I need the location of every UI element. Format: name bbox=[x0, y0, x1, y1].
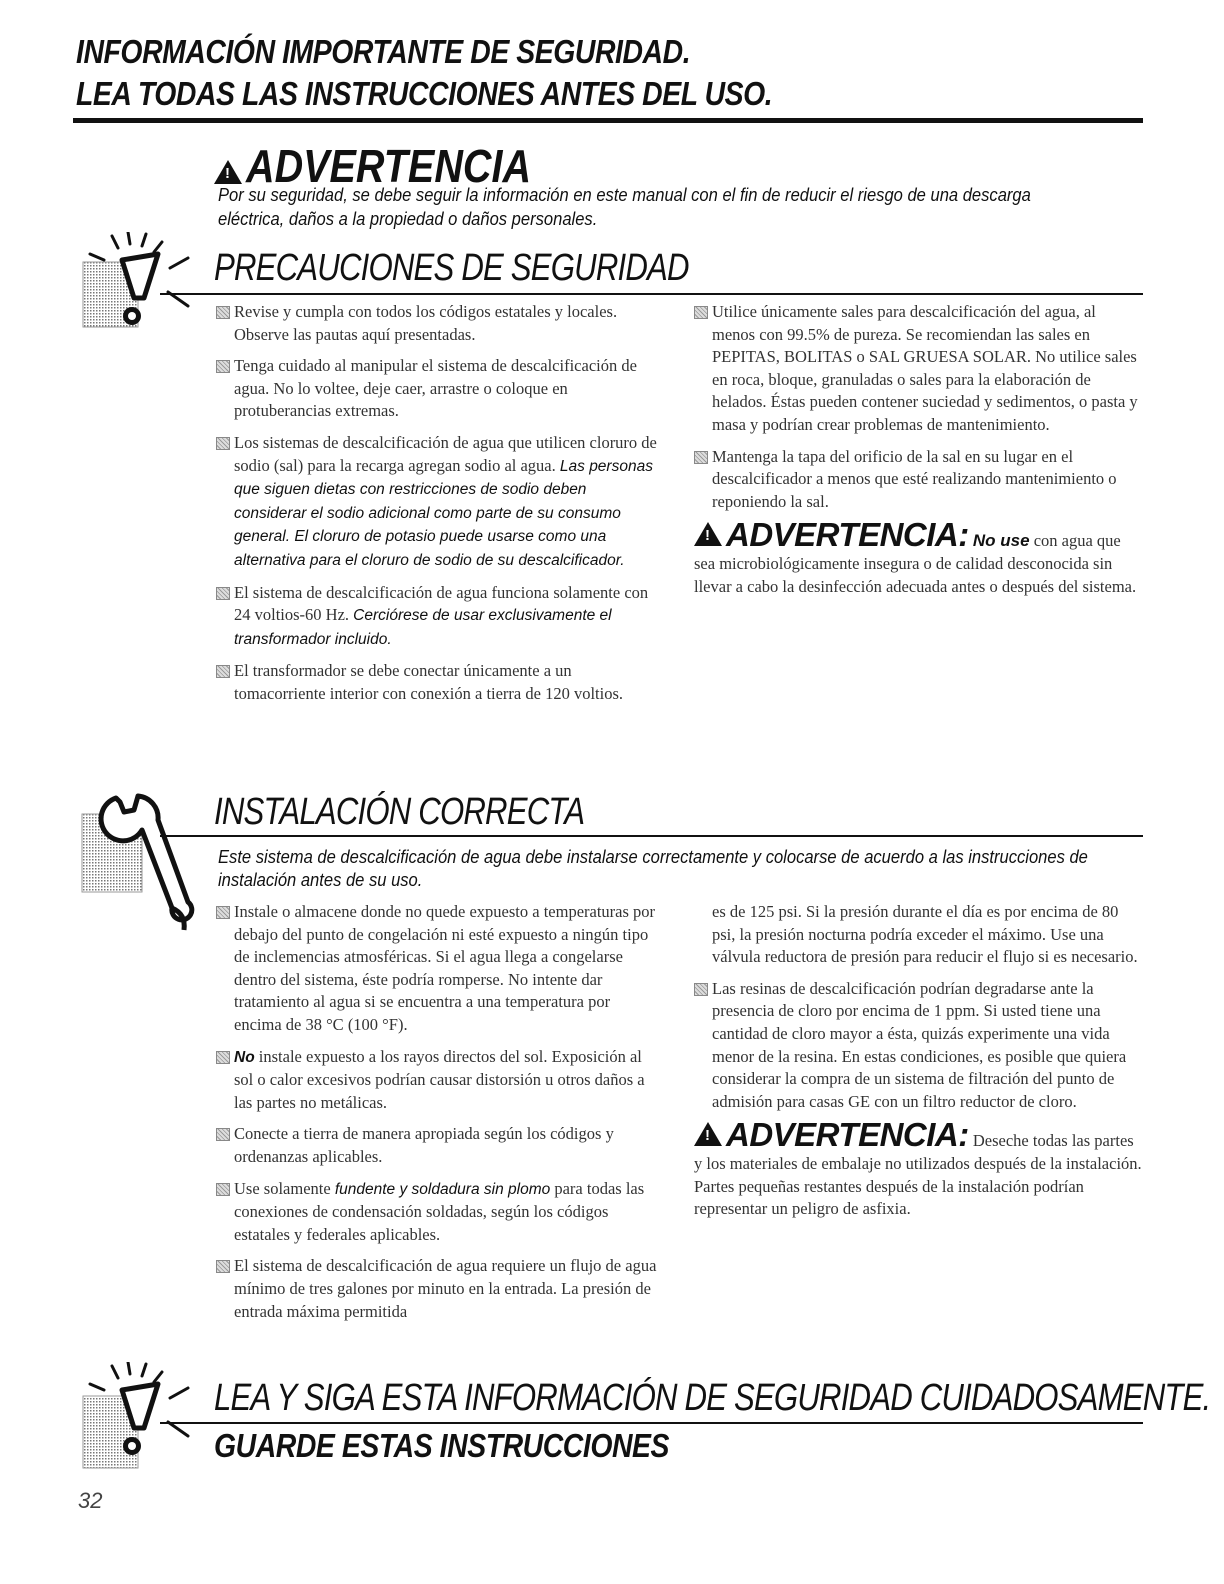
warning-text: con agua que sea microbiológicamente insegura o de calidad desconocida sin llevar a cabo la desinfección adecuada antes o después del sistema. bbox=[694, 531, 1137, 596]
bullet-icon bbox=[216, 587, 230, 600]
installation-title: INSTALACIÓN CORRECTA bbox=[214, 791, 585, 833]
list-item: Tenga cuidado al manipular el sistema de descalcificación de agua. No lo voltee, deje caer, arrastre o coloque en protuberancias extremas. bbox=[216, 355, 661, 423]
footer-read-follow: LEA Y SIGA ESTA INFORMACIÓN DE SEGURIDAD CUIDADOSAMENTE. bbox=[214, 1377, 1211, 1419]
installation-rule bbox=[160, 835, 1143, 837]
precautions-right-column bbox=[694, 301, 1139, 598]
bullet-icon bbox=[216, 1128, 230, 1141]
footer-save-instructions: GUARDE ESTAS INSTRUCCIONES bbox=[214, 1427, 670, 1464]
installation-warning bbox=[694, 1116, 1144, 1220]
bullet-icon bbox=[216, 1183, 230, 1196]
bullet-icon bbox=[694, 306, 708, 319]
precautions-warning bbox=[694, 516, 1139, 598]
warning-label: ADVERTENCIA: bbox=[726, 1116, 969, 1154]
list-item: Conecte a tierra de manera apropiada según los códigos y ordenanzas aplicables. bbox=[216, 1123, 661, 1168]
list-item: Use solamente fundente y soldadura sin plomo para todas las conexiones de condensación soldadas, según los códigos estatales y federales aplicables. bbox=[216, 1178, 661, 1247]
warning-intro: Por su seguridad, se debe seguir la información en este manual con el fin de reducir el riesgo de una descarga eléctrica, daños a la propiedad o daños personales. bbox=[218, 185, 1031, 229]
no-emphasis: No bbox=[234, 1048, 255, 1066]
list-item: El transformador se debe conectar únicamente a un tomacorriente interior con conexión a tierra de 120 voltios. bbox=[216, 660, 661, 705]
warning-hand-icon bbox=[78, 1362, 198, 1477]
bullet-icon bbox=[216, 1260, 230, 1273]
transformer-note: Cerciórese de usar exclusivamente el transformador incluido. bbox=[234, 607, 612, 648]
list-item: Las resinas de descalcificación podrían degradarse ante la presencia de cloro por encima de 1 ppm. Si usted tiene una cantidad de cloro mayor a ésta, quizás experimente una vida menor de la resina. En estas condiciones, es posible que quiera considerar la compra de un sistema de filtración del punto de admisión para casas GE con un filtro reductor de cloro. bbox=[694, 978, 1144, 1114]
precautions-left-column bbox=[216, 301, 661, 715]
precautions-rule bbox=[160, 293, 1143, 295]
sodium-diet-note: Las personas que siguen dietas con restricciones de sodio deben considerar el sodio adicional como parte de su consumo general. El cloruro de potasio puede usarse como una alternativa para el cloruro de sodio de su descalcificador. bbox=[234, 457, 653, 569]
list-item: No instale expuesto a los rayos directos del sol. Exposición al sol o calor excesivos podrían causar distorsión u otros daños a las partes no metálicas. bbox=[216, 1046, 661, 1115]
bullet-icon bbox=[216, 1051, 230, 1064]
list-item: Mantenga la tapa del orificio de la sal en su lugar en el descalcificador a menos que esté realizando mantenimiento o reponiendo la sal. bbox=[694, 446, 1139, 514]
bullet-icon bbox=[216, 360, 230, 373]
list-item: Instale o almacene donde no quede expuesto a temperaturas por debajo del punto de congelación ni esté expuesto a ningún tipo de inclemencias atmosféricas. Si el agua llega a congelarse dentro del sistema, éste podría romperse. No intente dar tratamiento al agua si se encuentra a una temperatura por encima de 38 °C (100 °F). bbox=[216, 901, 661, 1037]
footer-rule bbox=[160, 1422, 1143, 1424]
bullet-icon bbox=[694, 983, 708, 996]
bullet-icon bbox=[216, 437, 230, 450]
warning-triangle-icon bbox=[694, 522, 722, 546]
warning-hand-icon bbox=[78, 232, 198, 342]
bullet-icon bbox=[216, 306, 230, 319]
header-rule bbox=[73, 118, 1143, 123]
list-item: Revise y cumpla con todos los códigos estatales y locales. Observe las pautas aquí presentadas. bbox=[216, 301, 661, 346]
header-line-1: INFORMACIÓN IMPORTANTE DE SEGURIDAD. bbox=[76, 33, 691, 70]
bullet-icon bbox=[694, 451, 708, 464]
header-line-2: LEA TODAS LAS INSTRUCCIONES ANTES DEL USO. bbox=[76, 75, 773, 112]
list-item: Utilice únicamente sales para descalcificación del agua, al menos con 99.5% de pureza. Se recomiendan las sales en PEPITAS, BOLITAS o SAL GRUESA SOLAR. No utilice sales en roca, bloque, granuladas o sales para la elaboración de helados. Éstas pueden contener suciedad y sedimentos, o pasta y masa y podrían crear problemas de mantenimiento. bbox=[694, 301, 1139, 437]
bullet-icon bbox=[216, 906, 230, 919]
installation-left-column bbox=[216, 901, 661, 1332]
pressure-continuation: es de 125 psi. Si la presión durante el día es por encima de 80 psi, la presión nocturna podría exceder el máximo. Use una válvula reductora de presión para reducir el flujo si es necesario. bbox=[712, 902, 1138, 967]
warning-triangle-icon bbox=[214, 160, 242, 184]
list-item: El sistema de descalcificación de agua requiere un flujo de agua mínimo de tres galones por minuto en la entrada. La presión de entrada máxima permitida bbox=[216, 1255, 661, 1323]
lead-free-note: fundente y soldadura sin plomo bbox=[334, 1180, 551, 1198]
wrench-icon bbox=[80, 790, 200, 940]
list-item: El sistema de descalcificación de agua funciona solamente con 24 voltios-60 Hz. Cerciórese de usar exclusivamente el transformador incluido. bbox=[216, 582, 661, 652]
warning-label: ADVERTENCIA: bbox=[726, 516, 969, 554]
warning-title: ADVERTENCIA bbox=[246, 140, 532, 192]
installation-intro: Este sistema de descalcificación de agua debe instalarse correctamente y colocarse de acuerdo a las instrucciones de instalación antes de su uso. bbox=[218, 847, 1088, 890]
warning-triangle-icon bbox=[694, 1122, 722, 1146]
warning-text: Deseche todas las partes y los materiales de embalaje no utilizados después de la instalación. Partes pequeñas restantes después de la instalación podrían representar un peligro de asfixia. bbox=[694, 1131, 1142, 1219]
page-number: 32 bbox=[78, 1488, 103, 1513]
warning-emphasis: No use bbox=[972, 531, 1030, 551]
installation-right-column bbox=[694, 901, 1144, 1221]
precautions-title: PRECAUCIONES DE SEGURIDAD bbox=[214, 247, 689, 289]
bullet-icon bbox=[216, 665, 230, 678]
list-item: Los sistemas de descalcificación de agua que utilicen cloruro de sodio (sal) para la recarga agregan sodio al agua. Las personas que siguen dietas con restricciones de sodio deben considerar el sodio adicional como parte de su consumo general. El cloruro de potasio puede usarse como una alternativa para el cloruro de sodio de su descalcificador. bbox=[216, 432, 661, 573]
